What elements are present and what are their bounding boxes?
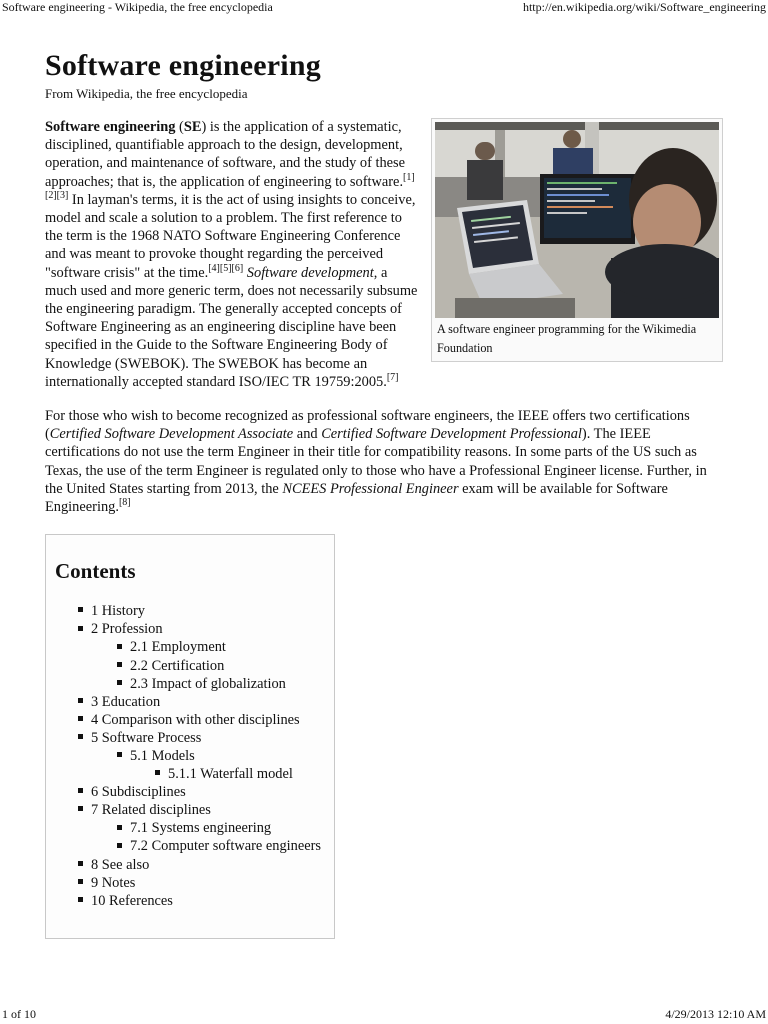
bullet-icon (117, 644, 122, 649)
toc-title: Contents (55, 559, 136, 584)
toc-item-label[interactable]: 5 Software Process (91, 729, 202, 746)
toc-item[interactable] (55, 765, 326, 783)
software-engineer-photo[interactable] (435, 122, 719, 318)
bullet-icon (78, 607, 83, 612)
thumbnail-figure (431, 118, 723, 362)
bullet-icon (78, 698, 83, 703)
toc-item-label[interactable]: 7.1 Systems engineering (130, 820, 272, 837)
toc-item-label[interactable]: 3 Education (91, 693, 161, 710)
bullet-icon (78, 788, 83, 793)
text-span: In layman's terms, it is the act of using insights to conceive, model and scale a solution to a problem. The first reference to the term is the 1968 NATO Software Engineering Conference and was meant to provoke thought regarding the perceived "software crisis" at the time. (45, 191, 416, 281)
toc-item[interactable] (55, 675, 326, 693)
toc-item[interactable] (55, 856, 326, 874)
toc-item[interactable] (55, 729, 326, 747)
print-footer (0, 1007, 768, 1022)
toc-list (55, 602, 326, 910)
toc-item-label[interactable]: 1 History (91, 603, 145, 620)
print-timestamp: 4/29/2013 12:10 AM (665, 1007, 766, 1021)
toc-item[interactable] (55, 638, 326, 656)
toc-item[interactable] (55, 819, 326, 837)
bullet-icon (117, 825, 122, 830)
citation-link[interactable]: [1][2][3] (45, 171, 415, 202)
toc-item-label[interactable]: 4 Comparison with other disciplines (91, 711, 300, 728)
text-span: exam will be available for Software Engineering. (45, 480, 668, 516)
toc-item-label[interactable]: 2 Profession (91, 621, 163, 638)
article (45, 48, 720, 939)
toc-item[interactable] (55, 783, 326, 801)
toc-item[interactable] (55, 657, 326, 675)
article-body (45, 118, 720, 516)
italic-link[interactable]: Certified Software Development Associate (49, 426, 294, 443)
figure-caption: A software engineer programming for the Wikimedia Foundation (437, 322, 697, 355)
toc-item[interactable] (55, 747, 326, 765)
bullet-icon (117, 662, 122, 667)
bullet-icon (155, 770, 160, 775)
toc-item-label[interactable]: 2.1 Employment (130, 639, 226, 656)
print-header (0, 0, 768, 15)
bullet-icon (78, 734, 83, 739)
term-bold: Software engineering (45, 119, 176, 135)
table-of-contents (45, 534, 335, 939)
italic-link[interactable]: NCEES Professional Engineer (282, 480, 459, 497)
toc-item[interactable] (55, 693, 326, 711)
bullet-icon (78, 897, 83, 902)
toc-item-label[interactable]: 2.3 Impact of globalization (130, 675, 286, 692)
citation-link[interactable]: [7] (386, 372, 399, 384)
text-span: ( (175, 119, 184, 135)
citation-link[interactable]: [8] (118, 497, 131, 509)
bullet-icon (78, 716, 83, 721)
text-span: ) is the application of a systematic, disciplined, quantifiable approach to the design, development, operation, and maintenance of software, and the study of these approaches; that is, the application of engineering to software. (45, 119, 406, 190)
toc-item-label[interactable]: 10 References (91, 892, 173, 909)
print-header-url: http://en.wikipedia.org/wiki/Software_engineering (522, 0, 766, 14)
text-span: For those who wish to become recognized as professional software engineers, the IEEE offers two certifications ( (45, 408, 690, 443)
toc-item-label[interactable]: 7 Related disciplines (91, 802, 211, 819)
bullet-icon (78, 626, 83, 631)
page-subtitle: From Wikipedia, the free encyclopedia (45, 86, 248, 101)
toc-item[interactable] (55, 620, 326, 638)
text-span: , a much used and more generic term, does not necessarily subsume the engineering paradigm. The generally accepted concepts of Software Engineering as an engineering discipline have been specified in the Guide to the Software Engineering Body of Knowledge (SWEBOK). The SWEBOK has become an internationally accepted standard ISO/IEC TR 19759:2005. (45, 264, 418, 390)
abbr-bold: SE (183, 119, 202, 135)
bullet-icon (78, 861, 83, 866)
page-counter: 1 of 10 (2, 1007, 36, 1021)
italic-link[interactable]: Software development (246, 264, 374, 281)
toc-item[interactable] (55, 801, 326, 819)
toc-item-label[interactable]: 5.1.1 Waterfall model (168, 766, 293, 783)
bullet-icon (78, 879, 83, 884)
italic-link[interactable]: Certified Software Development Professional (321, 426, 582, 443)
page-title: Software engineering (45, 49, 321, 82)
bullet-icon (117, 752, 122, 757)
certification-paragraph (45, 407, 720, 516)
toc-item[interactable] (55, 602, 326, 620)
text-span: and (293, 426, 322, 443)
toc-item[interactable] (55, 711, 326, 729)
print-header-title: Software engineering - Wikipedia, the free encyclopedia (2, 0, 273, 14)
bullet-icon (78, 806, 83, 811)
toc-item-label[interactable]: 8 See also (91, 856, 150, 873)
toc-item-label[interactable]: 9 Notes (91, 874, 136, 891)
toc-item-label[interactable]: 7.2 Computer software engineers (130, 838, 322, 855)
toc-item-label[interactable]: 5.1 Models (130, 748, 195, 765)
citation-link[interactable]: [4][5][6] (208, 262, 244, 274)
text-span: ). The IEEE certifications do not use the term Engineer in their title for compatibility reasons. In some parts of the US such as Texas, the use of the term Engineer is regulated only to those who have a Professional Engineer license. Further, in the United States starting from 2013, the (45, 426, 707, 497)
bullet-icon (117, 680, 122, 685)
toc-item-label[interactable]: 2.2 Certification (130, 657, 225, 674)
toc-item[interactable] (55, 874, 326, 892)
toc-item-label[interactable]: 6 Subdisciplines (91, 784, 186, 801)
toc-item[interactable] (55, 837, 326, 855)
bullet-icon (117, 843, 122, 848)
toc-item[interactable] (55, 892, 326, 910)
